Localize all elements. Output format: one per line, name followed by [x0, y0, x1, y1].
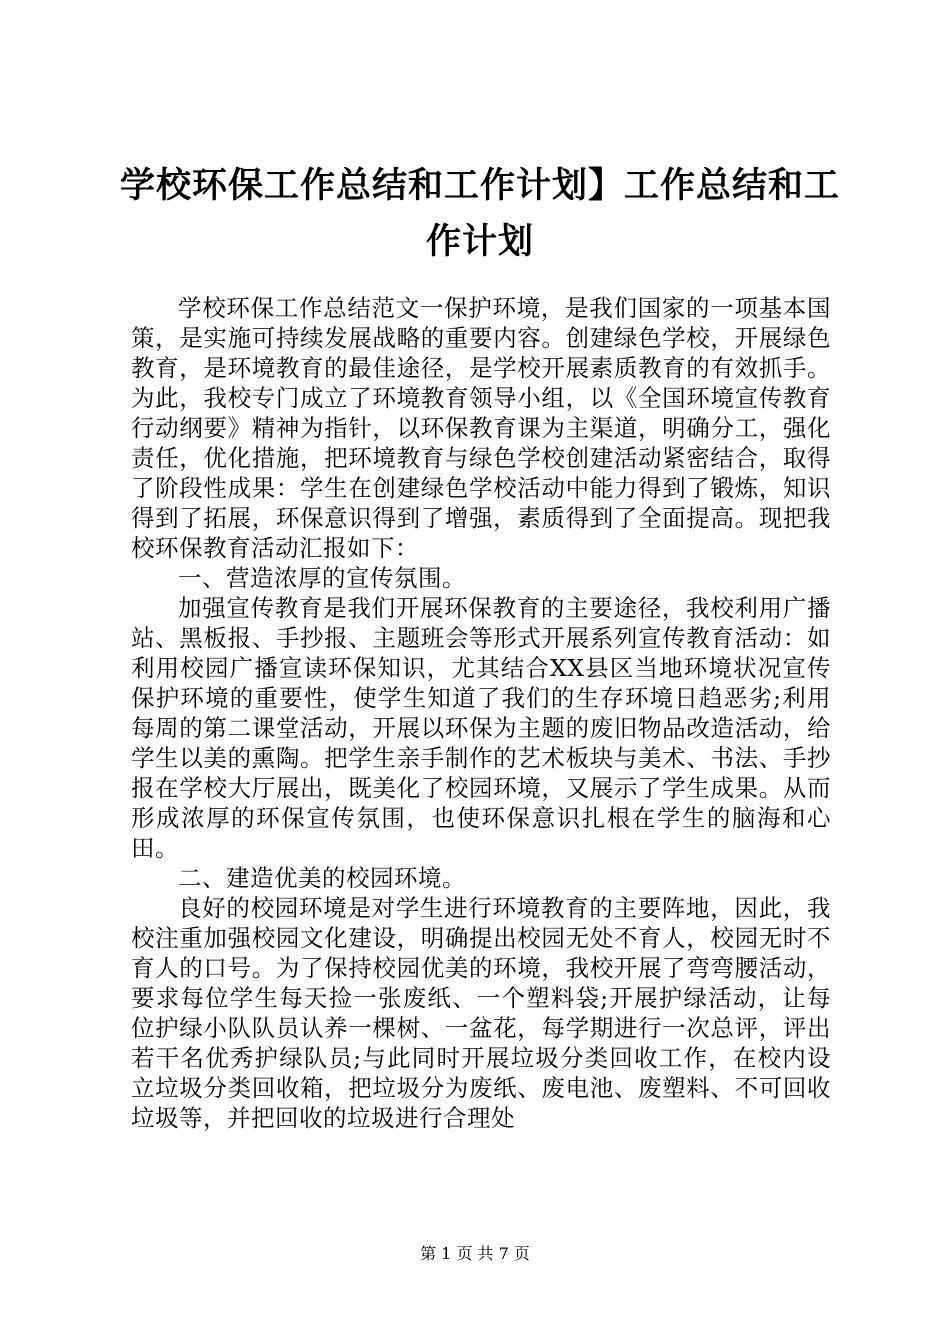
paragraph-section-1: 加强宣传教育是我们开展环保教育的主要途径，我校利用广播站、黑板报、手抄报、主题班会等形式开展系列宣传教育活动：如利用校园广播宣读环保知识，尤其结合XX县区当地环境状况宣传保护环境的重要性，使学生知道了我们的生存环境日趋恶劣;利用每周的第二课堂活动，开展以环保为主题的废旧物品改造活动，给学生以美的熏陶。把学生亲手制作的艺术板块与美术、书法、手抄报在学校大厅展出，既美化了校园环境，又展示了学生成果。从而形成浓厚的环保宣传氛围，也使环保意识扎根在学生的脑海和心田。 [131, 594, 831, 862]
section-heading-2: 二、建造优美的校园环境。 [178, 864, 466, 892]
document-title: 学校环保工作总结和工作计划】工作总结和工作计划 [120, 166, 841, 262]
document-body [131, 293, 831, 1133]
paragraph-intro: 学校环保工作总结范文一保护环境，是我们国家的一项基本国策，是实施可持续发展战略的重要内容。创建绿色学校，开展绿色教育，是环境教育的最佳途径，是学校开展素质教育的有效抓手。为此，我校专门成立了环境教育领导小组，以《全国环境宣传教育行动纲要》精神为指针，以环保教育课为主渠道，明确分工，强化责任，优化措施，把环境教育与绿色学校创建活动紧密结合，取得了阶段性成果：学生在创建绿色学校活动中能力得到了锻炼，知识得到了拓展，环保意识得到了增强，素质得到了全面提高。现把我校环保教育活动汇报如下： [131, 294, 831, 562]
section-heading-1: 一、营造浓厚的宣传氛围。 [178, 564, 466, 592]
page-number-footer: 第 1 页 共 7 页 [420, 1244, 530, 1263]
paragraph-section-2: 良好的校园环境是对学生进行环境教育的主要阵地，因此，我校注重加强校园文化建设，明确提出校园无处不育人，校园无时不育人的口号。为了保持校园优美的环境，我校开展了弯弯腰活动，要求每位学生每天捡一张废纸、一个塑料袋;开展护绿活动，让每位护绿小队队员认养一棵树、一盆花，每学期进行一次总评，评出若干名优秀护绿队员;与此同时开展垃圾分类回收工作，在校内设立垃圾分类回收箱，把垃圾分为废纸、废电池、废塑料、不可回收垃圾等，并把回收的垃圾进行合理处 [131, 894, 831, 1132]
